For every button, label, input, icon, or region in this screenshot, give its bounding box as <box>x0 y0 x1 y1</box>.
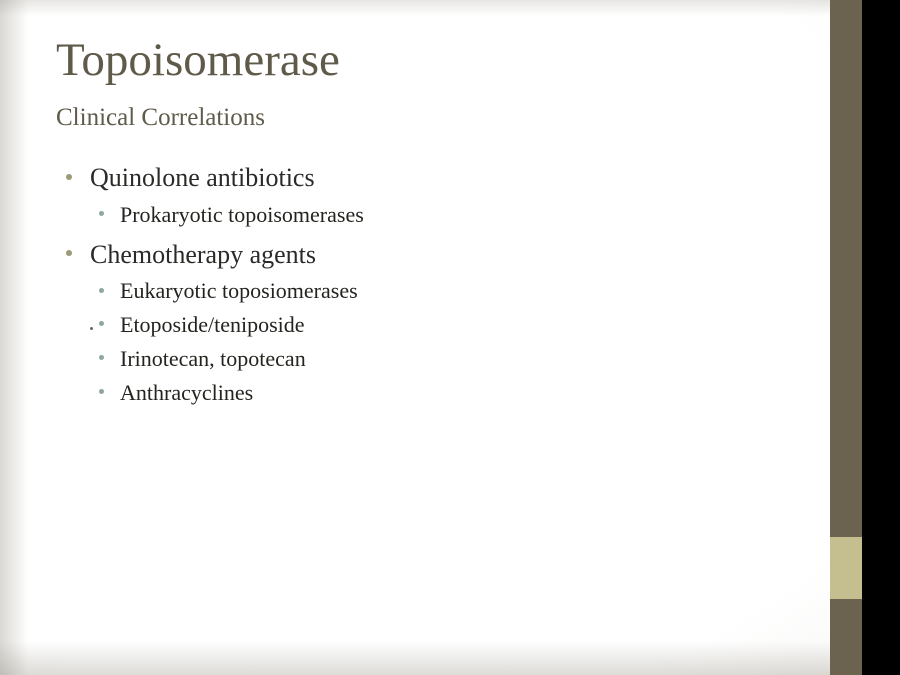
list-item <box>90 275 756 307</box>
sub-list-item-label: Etoposide/teniposide <box>120 312 305 338</box>
page-subtitle: Clinical Correlations <box>56 104 265 131</box>
bullet-list <box>56 160 756 414</box>
bullet-dot-icon <box>66 174 72 180</box>
bullet-dot-icon <box>66 250 72 256</box>
sub-bullet-dot-icon <box>99 288 104 293</box>
page-title: Topoisomerase <box>56 34 340 86</box>
list-item <box>90 377 756 409</box>
list-item <box>56 237 756 409</box>
list-item <box>90 199 756 231</box>
list-item-label: Quinolone antibiotics <box>90 163 315 192</box>
slide-right-accent-block <box>830 537 862 599</box>
sub-bullet-list <box>90 275 756 408</box>
list-item-label: Chemotherapy agents <box>90 239 316 269</box>
stray-mark-icon <box>90 327 93 330</box>
sub-list-item-label: Eukaryotic toposiomerases <box>120 278 358 304</box>
sub-list-item-label: Prokaryotic topoisomerases <box>120 201 364 227</box>
list-item <box>90 309 756 341</box>
list-item <box>56 160 756 231</box>
sub-bullet-dot-icon <box>99 355 104 360</box>
sub-bullet-dot-icon <box>99 389 104 394</box>
sub-list-item-label: Anthracyclines <box>120 379 254 405</box>
sub-bullet-list <box>90 199 756 231</box>
sub-bullet-dot-icon <box>99 211 104 216</box>
list-item <box>90 343 756 375</box>
slide-right-outer-strip <box>862 0 900 675</box>
sub-list-item-label: Irinotecan, topotecan <box>120 345 306 371</box>
sub-bullet-dot-icon <box>99 321 104 326</box>
